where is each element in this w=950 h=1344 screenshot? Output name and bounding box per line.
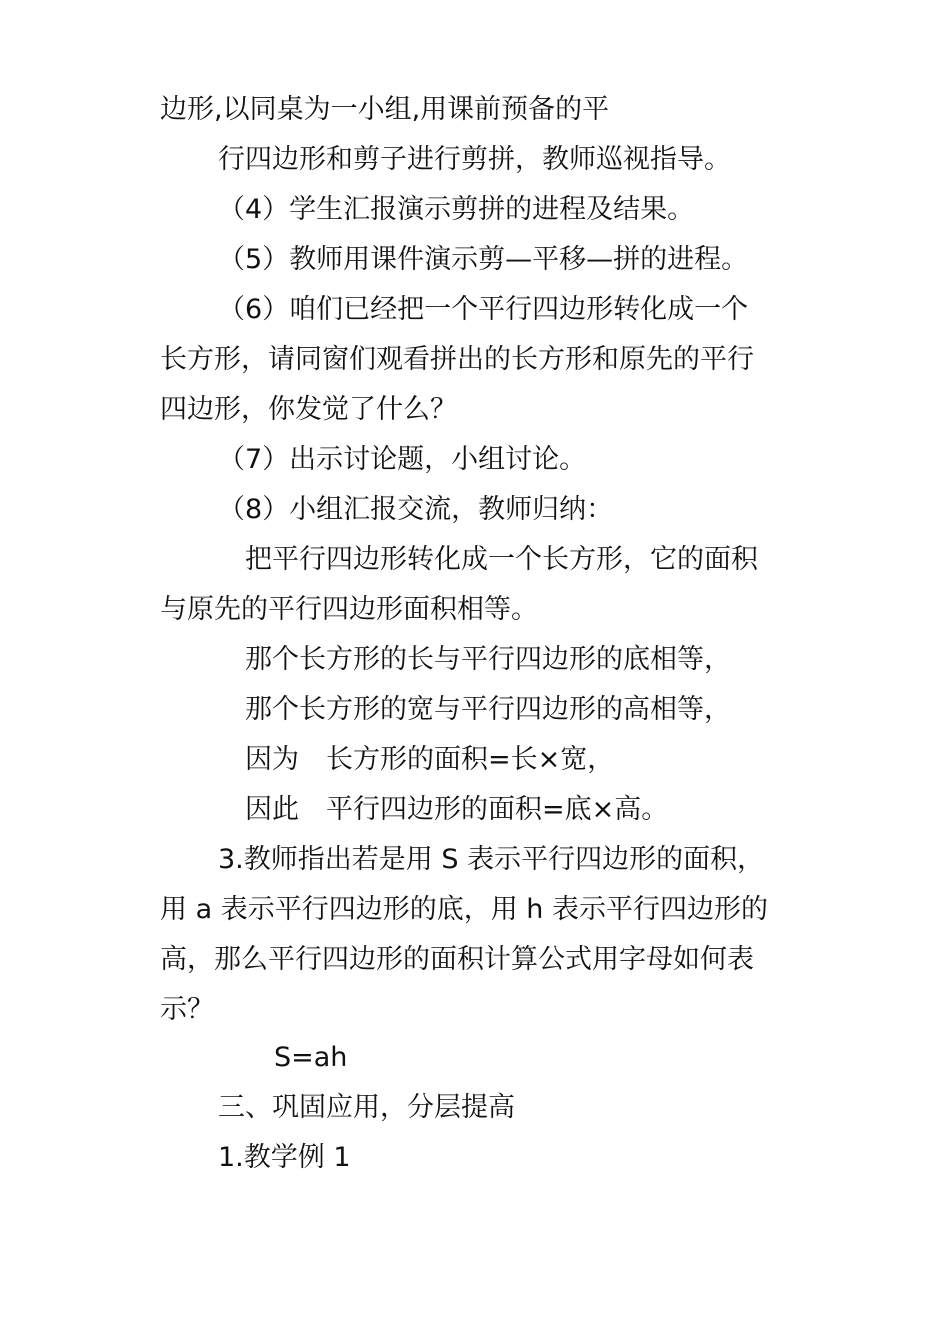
text-line-18: 高，那么平行四边形的面积计算公式用字母如何表 (160, 944, 754, 975)
text-line-14: 因为 长方形的面积=长×宽， (245, 744, 615, 775)
text-line-4: （5）教师用课件演示剪—平移—拼的进程。 (218, 244, 749, 275)
text-line-7: 四边形，你发觉了什么？ (160, 394, 457, 425)
text-line-16: 3.教师指出若是用 S 表示平行四边形的面积， (218, 844, 765, 875)
section-heading: 三、巩固应用，分层提高 (218, 1092, 515, 1123)
text-line-1: 边形,以同桌为一小组,用课前预备的平 (160, 94, 610, 125)
text-line-13: 那个长方形的宽与平行四边形的高相等， (245, 694, 731, 725)
text-line-6: 长方形，请同窗们观看拼出的长方形和原先的平行 (160, 344, 754, 375)
text-line-17: 用 a 表示平行四边形的底，用 h 表示平行四边形的 (160, 894, 768, 925)
text-line-3: （4）学生汇报演示剪拼的进程及结果。 (218, 194, 695, 225)
text-line-19: 示？ (160, 994, 214, 1025)
text-line-9: （8）小组汇报交流，教师归纳： (218, 494, 614, 525)
text-line-10: 把平行四边形转化成一个长方形，它的面积 (245, 544, 758, 575)
formula-line: S=ah (274, 1042, 348, 1073)
text-line-5: （6）咱们已经把一个平行四边形转化成一个 (218, 294, 749, 325)
text-line-15: 因此 平行四边形的面积=底×高。 (245, 794, 669, 825)
text-line-2: 行四边形和剪子进行剪拼，教师巡视指导。 (218, 144, 731, 175)
text-line-12: 那个长方形的长与平行四边形的底相等， (245, 644, 731, 675)
text-line-22: 1.教学例 1 (218, 1142, 351, 1173)
text-line-11: 与原先的平行四边形面积相等。 (160, 594, 538, 625)
text-line-8: （7）出示讨论题，小组讨论。 (218, 444, 587, 475)
